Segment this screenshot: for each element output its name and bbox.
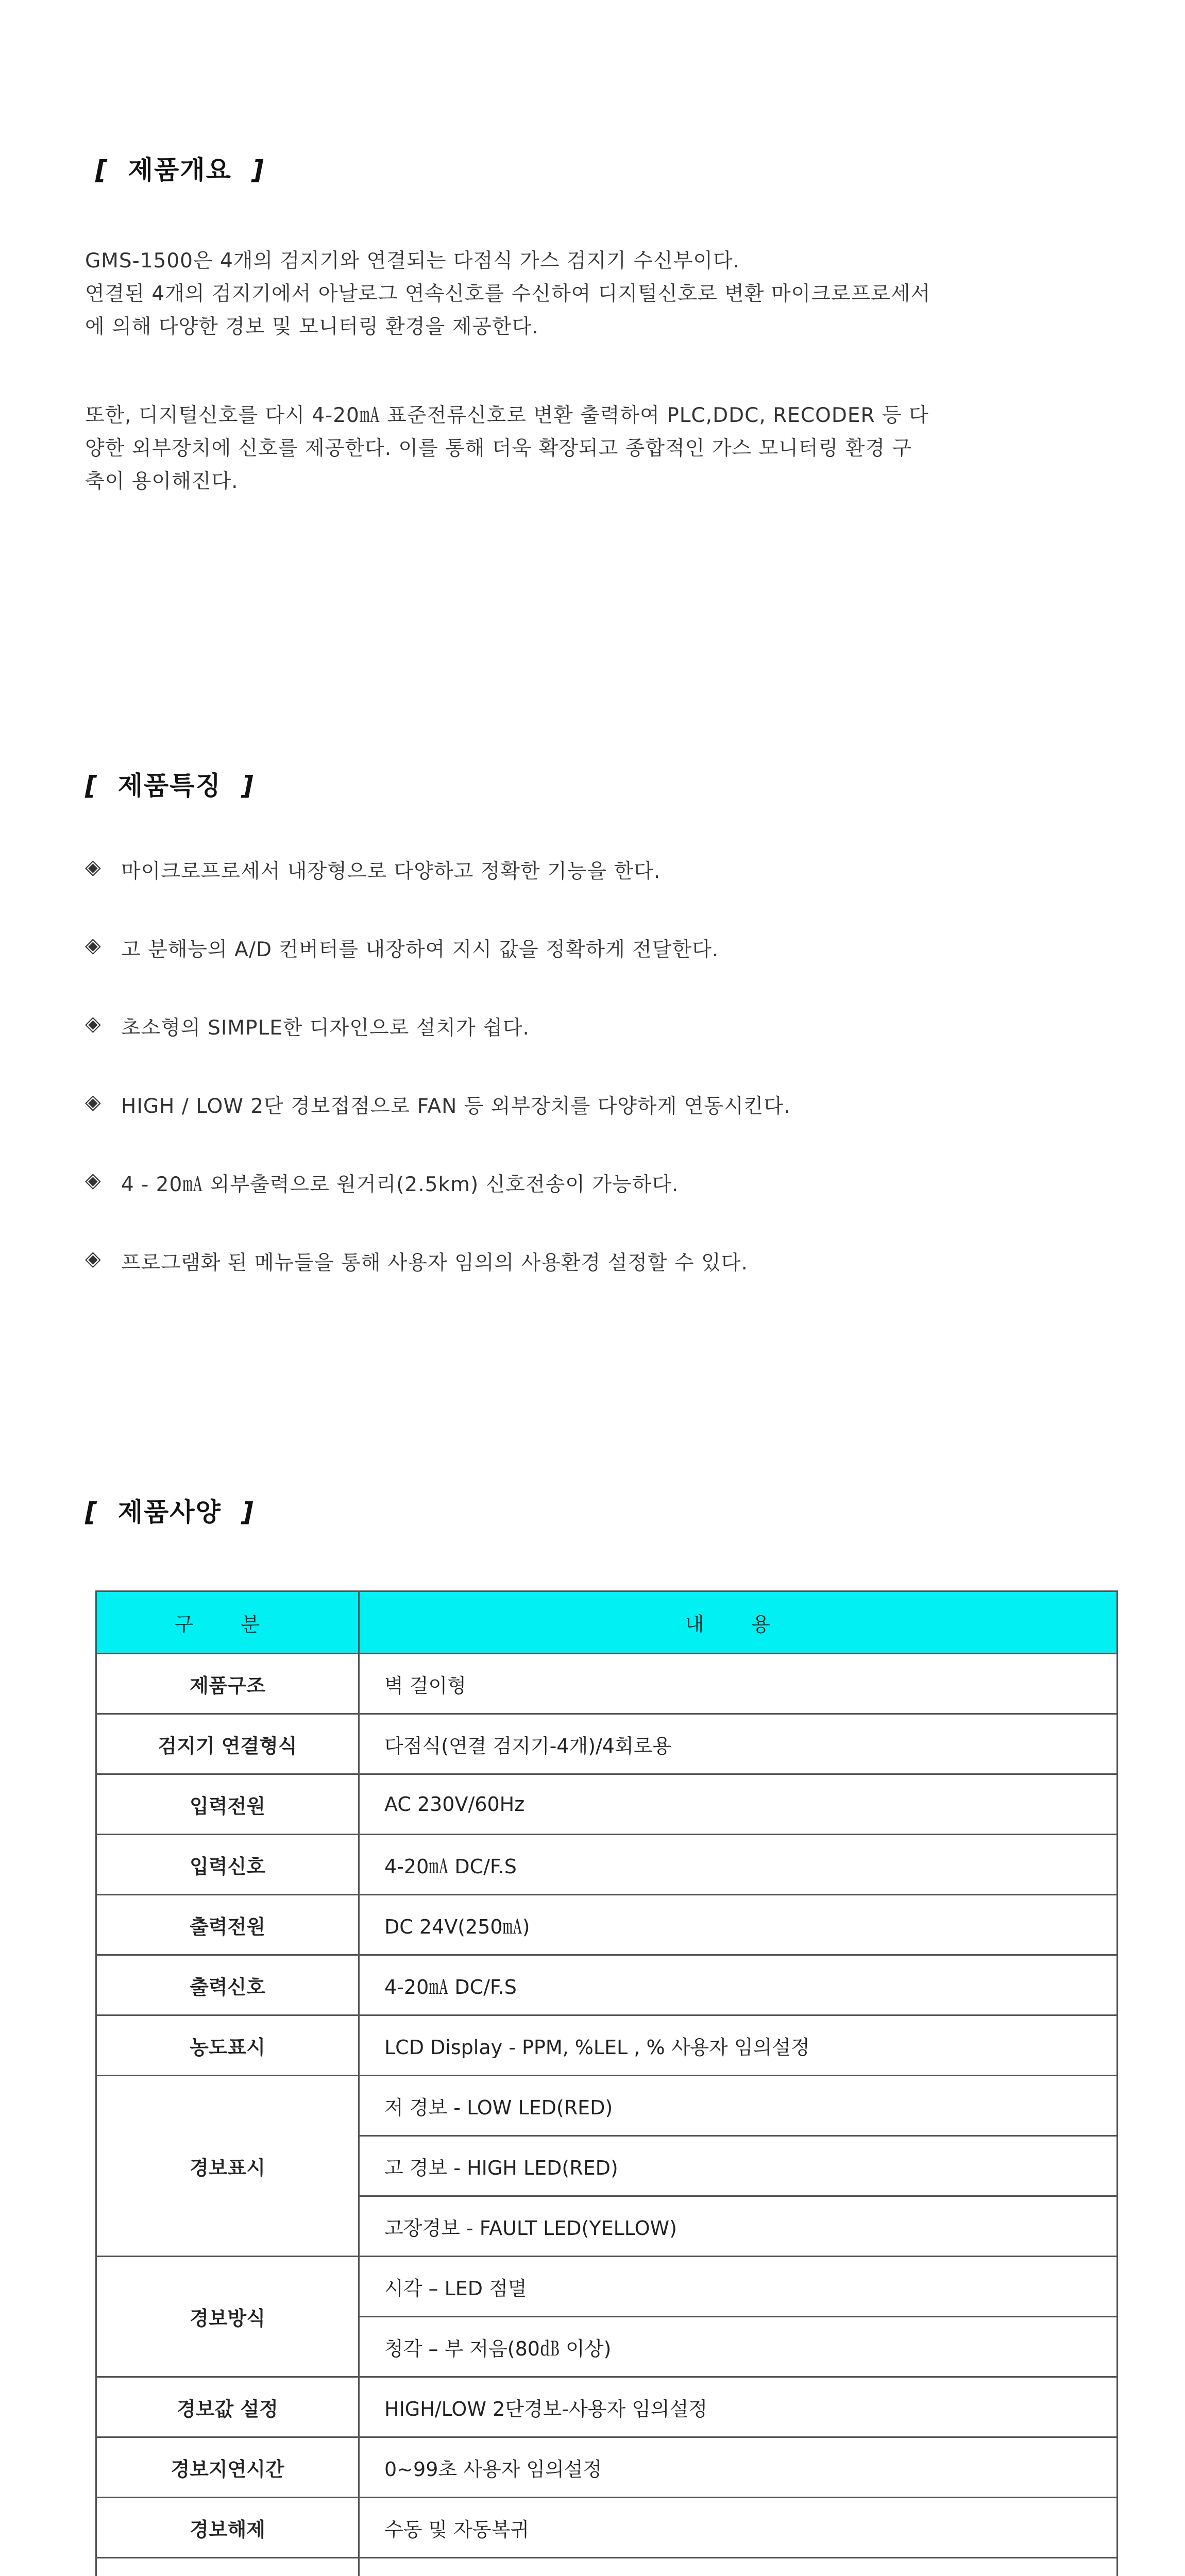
overview-paragraph-2 <box>85 399 1115 498</box>
row-value: DC 24V(250㎃) <box>359 1895 1118 1955</box>
table-row <box>96 1654 1118 1714</box>
row-label: 제품구조 <box>96 1654 359 1714</box>
features-title <box>85 765 255 802</box>
overview-title-text: 제품개요 <box>128 155 232 185</box>
row-label: 경보해제 <box>96 2498 359 2558</box>
row-value: 고장경보 - FAULT LED(YELLOW) <box>359 2196 1118 2257</box>
overview-line: GMS-1500은 4개의 검지기와 연결되는 다점식 가스 검지기 수신부이다. <box>85 249 740 273</box>
row-label: 경보값 설정 <box>96 2377 359 2437</box>
row-label: 경보방식 <box>96 2257 359 2377</box>
feature-text: 프로그램화 된 메뉴들을 통해 사용자 임의의 사용환경 설정할 수 있다. <box>121 1251 748 1275</box>
row-value: 4-20㎃ DC/F.S <box>359 1835 1118 1895</box>
row-value: 청각 – 부 저음(80㏈ 이상) <box>359 2317 1118 2377</box>
overview-line: 연결된 4개의 검지기에서 아날로그 연속신호를 수신하여 디지털신호로 변환 마이크로프로세서 <box>85 282 931 306</box>
features-title-text: 제품특징 <box>117 771 222 801</box>
table-row <box>96 1714 1118 1774</box>
overview-line: 에 의해 다양한 경보 및 모니터링 환경을 제공한다. <box>85 315 539 338</box>
overview-line: 축이 용이해진다. <box>85 470 239 493</box>
table-row <box>96 2015 1118 2076</box>
row-value: 4-20㎃ DC/F.S <box>359 1955 1118 2015</box>
table-row <box>96 2558 1118 2576</box>
overview-title <box>95 149 265 187</box>
table-row <box>96 1955 1118 2015</box>
row-value: HIGH/LOW 2단경보-사용자 임의설정 <box>359 2377 1118 2437</box>
table-row <box>96 2257 1118 2317</box>
row-value: 수동 및 자동복귀 <box>359 2498 1118 2558</box>
bracket-open: [ <box>95 155 108 185</box>
bracket-open: [ <box>85 771 98 801</box>
row-value: AC 230V/60Hz <box>359 1774 1118 1835</box>
table-row <box>96 1895 1118 1955</box>
row-label: 입력신호 <box>96 1835 359 1895</box>
table-row <box>96 2498 1118 2558</box>
bracket-close: ] <box>241 1497 255 1527</box>
row-label: 검지기 연결형식 <box>96 1714 359 1774</box>
spec-title <box>85 1492 255 1529</box>
bracket-close: ] <box>241 771 255 801</box>
feature-text: 초소형의 SIMPLE한 디자인으로 설치가 쉽다. <box>121 1016 530 1040</box>
bracket-open: [ <box>85 1497 98 1527</box>
header-content: 내 용 <box>359 1591 1118 1654</box>
row-value: 저 경보 - LOW LED(RED) <box>359 2076 1118 2136</box>
row-label: 경보표시 <box>96 2076 359 2257</box>
table-row <box>96 2377 1118 2437</box>
table-row <box>96 2437 1118 2498</box>
row-label: 출력전원 <box>96 1895 359 1955</box>
row-value: 벽 걸이형 <box>359 1654 1118 1714</box>
row-label: 출력신호 <box>96 1955 359 2015</box>
feature-text: 4 - 20㎃ 외부출력으로 원거리(2.5km) 신호전송이 가능하다. <box>121 1173 679 1196</box>
row-value: 고 경보 - HIGH LED(RED) <box>359 2136 1118 2196</box>
feature-item <box>85 1090 1115 1168</box>
diamond-bullet-icon: ◈ <box>85 934 101 957</box>
feature-text: HIGH / LOW 2단 경보접점으로 FAN 등 외부장치를 다양하게 연동시킨다. <box>121 1095 791 1118</box>
feature-item <box>85 934 1115 1012</box>
row-label: 농도표시 <box>96 2015 359 2076</box>
diamond-bullet-icon: ◈ <box>85 1247 101 1270</box>
row-label <box>96 2558 359 2576</box>
overview-line: 양한 외부장치에 신호를 제공한다. 이를 통해 더욱 확장되고 종합적인 가스 모니터링 환경 구 <box>85 437 912 460</box>
diamond-bullet-icon: ◈ <box>85 1090 101 1114</box>
feature-text: 마이크로프로세서 내장형으로 다양하고 정확한 기능을 한다. <box>121 860 661 883</box>
features-list <box>85 855 1115 1325</box>
feature-text: 고 분해능의 A/D 컨버터를 내장하여 지시 값을 정확하게 전달한다. <box>121 938 719 961</box>
row-value: 0~99초 사용자 임의설정 <box>359 2437 1118 2498</box>
row-value <box>359 2558 1118 2576</box>
diamond-bullet-icon: ◈ <box>85 855 101 879</box>
feature-item <box>85 1012 1115 1090</box>
header-category: 구 분 <box>96 1591 359 1654</box>
spec-title-text: 제품사양 <box>117 1497 222 1527</box>
row-value: 다점식(연결 검지기-4개)/4회로용 <box>359 1714 1118 1774</box>
table-row <box>96 1835 1118 1895</box>
table-header-row <box>96 1591 1118 1654</box>
table-row <box>96 1774 1118 1835</box>
feature-item <box>85 1168 1115 1247</box>
row-value: LCD Display - PPM, %LEL , % 사용자 임의설정 <box>359 2015 1118 2076</box>
bracket-close: ] <box>251 155 265 185</box>
feature-item <box>85 1247 1115 1325</box>
row-label: 경보지연시간 <box>96 2437 359 2498</box>
diamond-bullet-icon: ◈ <box>85 1168 101 1192</box>
table-row <box>96 2076 1118 2136</box>
row-label: 입력전원 <box>96 1774 359 1835</box>
feature-item <box>85 855 1115 934</box>
diamond-bullet-icon: ◈ <box>85 1012 101 1036</box>
spec-table <box>95 1590 1118 2576</box>
overview-line: 또한, 디지털신호를 다시 4-20㎃ 표준전류신호로 변환 출력하여 PLC,DDC, RECODER 등 다 <box>85 404 929 427</box>
row-value: 시각 – LED 점멸 <box>359 2257 1118 2317</box>
overview-paragraph-1 <box>85 245 1115 344</box>
